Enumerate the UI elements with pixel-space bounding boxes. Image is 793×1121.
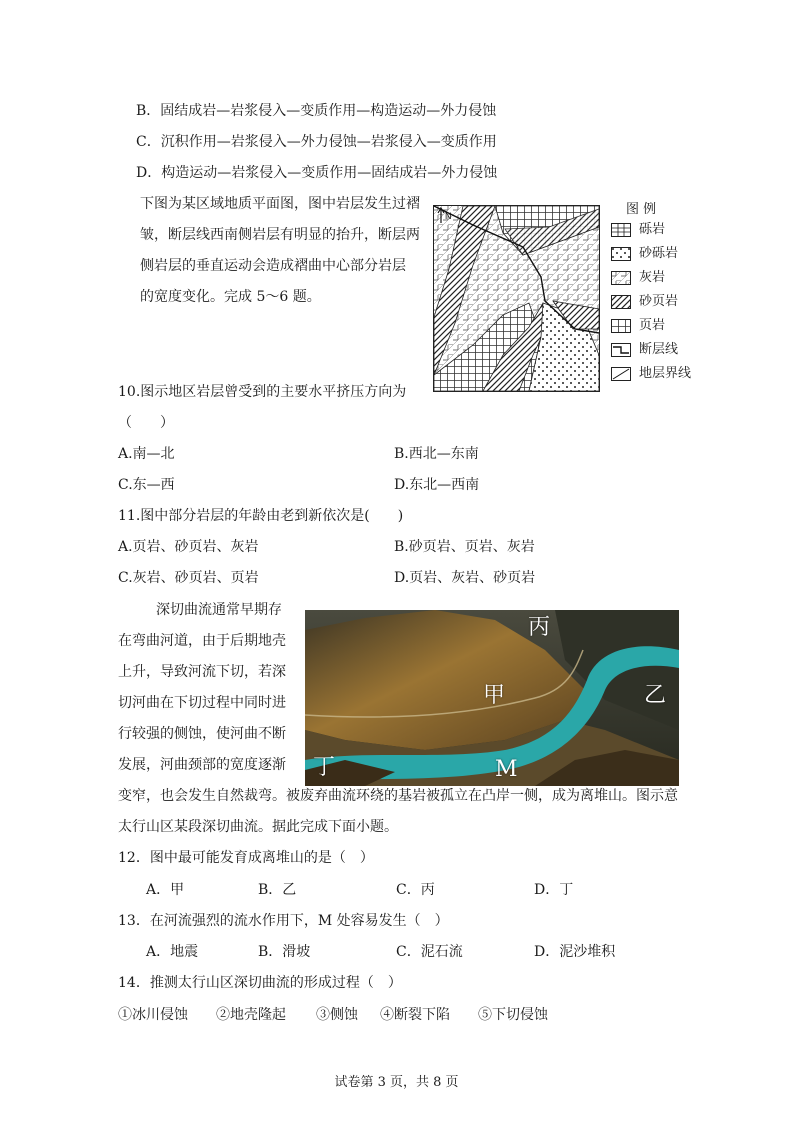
- meander-line-2: 在弯曲河道，由于后期地壳: [118, 633, 286, 649]
- q12-stem: 12．图中最可能发育成离堆山的是（ ）: [118, 850, 374, 866]
- q11-option-a: A.页岩、砂页岩、灰岩: [118, 539, 259, 555]
- limestone-swatch-icon: [611, 271, 631, 285]
- q12-option-a: A．甲: [146, 882, 185, 898]
- q14-step-5: ⑤下切侵蚀: [478, 1007, 548, 1023]
- meander-line-8: 太行山区某段深切曲流。据此完成下面小题。: [118, 819, 398, 835]
- q14-stem: 14．推测太行山区深切曲流的形成过程（ ）: [118, 975, 402, 991]
- meander-line-5: 行较强的侧蚀，使河曲不断: [118, 726, 286, 742]
- q14-step-3: ③侧蚀: [316, 1007, 358, 1023]
- q12-option-c: C．丙: [396, 882, 435, 898]
- legend-label: 页岩: [639, 318, 666, 333]
- q10-option-b: B.西北—东南: [394, 446, 479, 462]
- q13-option-a: A．地震: [146, 944, 199, 960]
- meander-photo: [305, 610, 679, 786]
- geology-intro-line-2: 皱，断层线西南侧岩层有明显的抬升，断层两: [140, 227, 420, 243]
- fault-line-symbol-icon: [611, 343, 631, 357]
- q10-option-a: A.南—北: [118, 446, 175, 462]
- meander-line-4: 切河曲在下切过程中同时进: [118, 695, 286, 711]
- geology-intro-line-4: 的宽度变化。完成 5～6 题。: [140, 289, 321, 305]
- meander-line-1: 深切曲流通常早期存: [156, 602, 282, 618]
- sandy-conglomerate-swatch-icon: [611, 247, 631, 261]
- q12-option-b: B．乙: [258, 882, 297, 898]
- label-ding: 丁: [313, 755, 336, 780]
- q11-option-d: D.页岩、灰岩、砂页岩: [394, 570, 536, 586]
- q13-option-b: B．滑坡: [258, 944, 311, 960]
- legend-label: 砂砾岩: [639, 246, 679, 261]
- option-b: B．固结成岩—岩浆侵入—变质作用—构造运动—外力侵蚀: [136, 103, 497, 119]
- legend-label: 砾岩: [639, 222, 666, 237]
- q10-option-d: D.东北—西南: [394, 477, 480, 493]
- q10-option-c: C.东—西: [118, 477, 175, 493]
- q14-step-1: ①冰川侵蚀: [118, 1007, 188, 1023]
- q11-stem: 11.图中部分岩层的年龄由老到新依次是( ): [118, 508, 404, 524]
- q10-stem-bracket: （ ）: [118, 415, 174, 431]
- label-yi: 乙: [644, 683, 667, 708]
- north-label: N: [445, 211, 452, 221]
- q10-stem: 10.图示地区岩层曾受到的主要水平挤压方向为: [118, 384, 407, 400]
- q14-step-4: ④断裂下陷: [380, 1007, 450, 1023]
- geology-intro-line-1: 下图为某区域地质平面图，图中岩层发生过褶: [140, 196, 420, 212]
- q14-step-2: ②地壳隆起: [216, 1007, 286, 1023]
- legend-label: 断层线: [639, 342, 679, 357]
- stratum-boundary-symbol-icon: [611, 367, 631, 381]
- q13-stem: 13．在河流强烈的流水作用下，M 处容易发生（ ）: [118, 913, 449, 929]
- option-d: D．构造运动—岩浆侵入—变质作用—固结成岩—外力侵蚀: [136, 165, 498, 181]
- q11-option-c: C.灰岩、砂页岩、页岩: [118, 570, 259, 586]
- meander-line-6: 发展，河曲颈部的宽度逐渐: [118, 757, 286, 773]
- geology-intro-line-3: 侧岩层的垂直运动会造成褶曲中心部分岩层: [140, 258, 406, 274]
- shale-swatch-icon: [611, 319, 631, 333]
- q13-option-c: C．泥石流: [396, 944, 463, 960]
- label-m: M: [495, 757, 518, 782]
- legend-label: 砂页岩: [639, 294, 679, 309]
- q13-option-d: D．泥沙堆积: [534, 944, 616, 960]
- conglomerate-swatch-icon: [611, 223, 631, 237]
- legend-label: 地层界线: [639, 366, 692, 381]
- label-bing: 丙: [528, 615, 551, 640]
- meander-line-7: 变窄，也会发生自然裁弯。被废弃曲流环绕的基岩被孤立在凸岸一侧，成为离堆山。图示意: [118, 788, 678, 804]
- legend-label: 灰岩: [639, 270, 666, 285]
- meander-line-3: 上升，导致河流下切，若深: [118, 664, 286, 680]
- q11-option-b: B.砂页岩、页岩、灰岩: [394, 539, 535, 555]
- legend-title: 图 例: [626, 202, 657, 217]
- option-c: C．沉积作用—岩浆侵入—外力侵蚀—岩浆侵入—变质作用: [136, 134, 497, 150]
- q12-option-d: D．丁: [534, 882, 574, 898]
- geological-map: [433, 205, 600, 392]
- sandy-shale-swatch-icon: [611, 295, 631, 309]
- page-footer: 试卷第 3 页，共 8 页: [334, 1075, 459, 1090]
- label-jia: 甲: [483, 683, 506, 708]
